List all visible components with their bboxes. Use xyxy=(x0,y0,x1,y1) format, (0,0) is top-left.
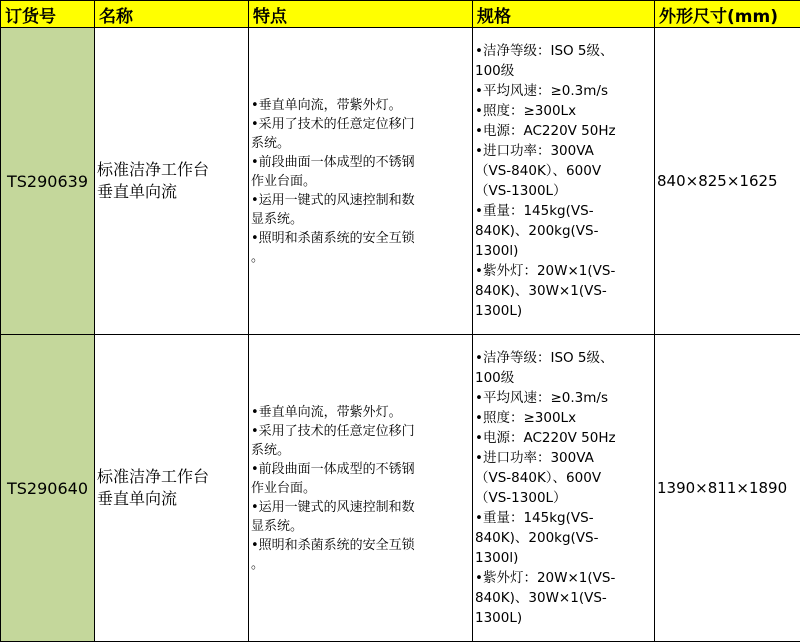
product-name-cell xyxy=(95,28,249,335)
feature-line: • 前段曲面一体成型的不锈钢 xyxy=(251,460,470,479)
table-row xyxy=(1,28,800,335)
spec-line: 1300l) xyxy=(475,548,652,568)
spec-line: （VS-840K）、600V xyxy=(475,161,652,181)
header-features: 特点 xyxy=(249,1,473,28)
feature-line: 系统。 xyxy=(251,134,470,153)
feature-line: • 采用了技术的任意定位移门 xyxy=(251,422,470,441)
spec-line: （VS-1300L） xyxy=(475,488,652,508)
feature-line: 显系统。 xyxy=(251,517,470,536)
spec-line: • 电源：AC220V 50Hz xyxy=(475,121,652,141)
spec-cell xyxy=(473,28,655,335)
feature-line: 作业台面。 xyxy=(251,479,470,498)
feature-line: 。 xyxy=(251,555,470,574)
spec-line: （VS-840K）、600V xyxy=(475,468,652,488)
spec-line: 100级 xyxy=(475,61,652,81)
spec-line: 1300L) xyxy=(475,301,652,321)
spec-line: • 进口功率：300VA xyxy=(475,141,652,161)
dimensions-cell: 1390×811×1890 xyxy=(655,335,800,642)
header-dimensions: 外形尺寸(mm) xyxy=(655,1,800,28)
table-row xyxy=(1,335,800,642)
feature-line: • 垂直单向流，带紫外灯。 xyxy=(251,96,470,115)
name-line: 标准洁净工作台 xyxy=(97,159,246,181)
feature-line: 系统。 xyxy=(251,441,470,460)
spec-line: • 洁净等级：ISO 5级、 xyxy=(475,41,652,61)
spec-line: 1300L) xyxy=(475,608,652,628)
spec-line: 840K)、200kg(VS- xyxy=(475,221,652,241)
product-name-cell xyxy=(95,335,249,642)
spec-line: • 平均风速：≥0.3m/s xyxy=(475,81,652,101)
spec-line: 840K)、30W×1(VS- xyxy=(475,588,652,608)
order-code-cell: TS290640 xyxy=(1,335,95,642)
spec-line: • 重量：145kg(VS- xyxy=(475,508,652,528)
spec-line: 1300l) xyxy=(475,241,652,261)
feature-line: 。 xyxy=(251,248,470,267)
spec-line: （VS-1300L） xyxy=(475,181,652,201)
spec-line: 840K)、30W×1(VS- xyxy=(475,281,652,301)
spec-line: • 电源：AC220V 50Hz xyxy=(475,428,652,448)
header-code: 订货号 xyxy=(1,1,95,28)
feature-line: 显系统。 xyxy=(251,210,470,229)
spec-line: 840K)、200kg(VS- xyxy=(475,528,652,548)
spec-line: • 平均风速：≥0.3m/s xyxy=(475,388,652,408)
order-code-cell: TS290639 xyxy=(1,28,95,335)
feature-line: • 照明和杀菌系统的安全互锁 xyxy=(251,536,470,555)
spec-line: • 重量：145kg(VS- xyxy=(475,201,652,221)
spec-cell xyxy=(473,335,655,642)
feature-line: 作业台面。 xyxy=(251,172,470,191)
features-cell xyxy=(249,28,473,335)
name-line: 垂直单向流 xyxy=(97,488,246,510)
spec-line: • 照度：≥300Lx xyxy=(475,408,652,428)
name-line: 标准洁净工作台 xyxy=(97,466,246,488)
spec-line: • 洁净等级：ISO 5级、 xyxy=(475,348,652,368)
spec-line: • 照度：≥300Lx xyxy=(475,101,652,121)
header-row xyxy=(1,1,800,28)
feature-line: • 前段曲面一体成型的不锈钢 xyxy=(251,153,470,172)
feature-line: • 垂直单向流，带紫外灯。 xyxy=(251,403,470,422)
dimensions-cell: 840×825×1625 xyxy=(655,28,800,335)
spec-line: 100级 xyxy=(475,368,652,388)
spec-line: • 紫外灯：20W×1(VS- xyxy=(475,568,652,588)
name-line: 垂直单向流 xyxy=(97,181,246,203)
feature-line: • 运用一键式的风速控制和数 xyxy=(251,191,470,210)
spec-line: • 进口功率：300VA xyxy=(475,448,652,468)
feature-line: • 照明和杀菌系统的安全互锁 xyxy=(251,229,470,248)
header-spec: 规格 xyxy=(473,1,655,28)
features-cell xyxy=(249,335,473,642)
feature-line: • 采用了技术的任意定位移门 xyxy=(251,115,470,134)
spec-line: • 紫外灯：20W×1(VS- xyxy=(475,261,652,281)
feature-line: • 运用一键式的风速控制和数 xyxy=(251,498,470,517)
header-name: 名称 xyxy=(95,1,249,28)
